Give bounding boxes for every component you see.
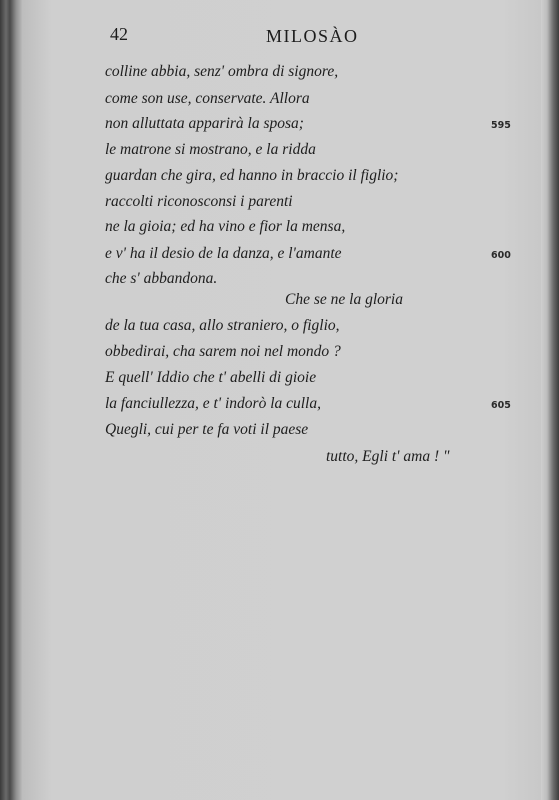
verse-line-indented: tutto, Egli t' ama ! ": [326, 448, 450, 465]
verse-line: Quegli, cui per te fa voti il paese: [105, 421, 309, 438]
page-edge-shadow: [541, 0, 559, 800]
verse-line: la fanciullezza, e t' indorò la culla,: [105, 395, 321, 412]
verse-line: obbedirai, cha sarem noi nel mondo ?: [105, 343, 341, 360]
verse-line: e v' ha il desio de la danza, e l'amante: [105, 245, 342, 262]
verse-line: raccolti riconosconsi i parenti: [105, 193, 293, 210]
verse-line: colline abbia, senz' ombra di signore,: [105, 63, 339, 80]
verse-line: E quell' Iddio che t' abelli di gioie: [105, 369, 317, 386]
line-number: 595: [491, 120, 511, 131]
verse-line: non alluttata apparirà la sposa;: [105, 115, 304, 132]
verse-line: ne la gioia; ed ha vino e fior la mensa,: [105, 218, 346, 235]
line-number: 605: [491, 400, 511, 411]
running-title: MILOSÀO: [266, 26, 359, 46]
page-number: 42: [110, 24, 128, 44]
verse-line: le matrone si mostrano, e la ridda: [105, 141, 316, 158]
verse-line: che s' abbandona.: [105, 270, 218, 287]
verse-line: come son use, conservate. Allora: [105, 90, 310, 107]
verse-line: guardan che gira, ed hanno in braccio il figlio;: [105, 167, 399, 184]
book-binding-shadow: [0, 0, 22, 800]
line-number: 600: [491, 250, 511, 261]
verse-line: de la tua casa, allo straniero, o figlio,: [105, 317, 340, 334]
verse-line-indented: Che se ne la gloria: [285, 291, 403, 308]
